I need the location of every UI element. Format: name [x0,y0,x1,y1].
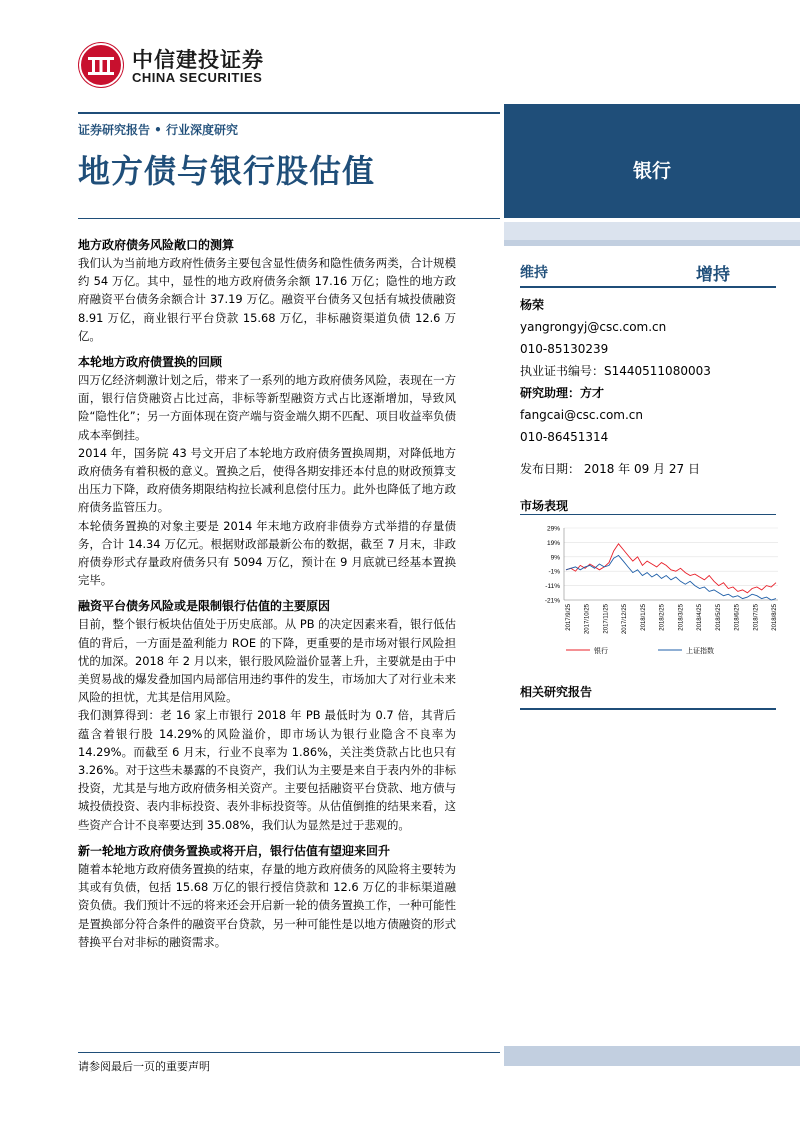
x-tick-label: 2018/2/25 [659,604,666,631]
logo-english-name: CHINA SECURITIES [132,70,263,85]
section-title: 新一轮地方政府债务置换或将开启，银行估值有望迎来回升 [78,843,391,858]
market-performance-chart [520,518,782,658]
related-divider [520,708,776,710]
section-title: 本轮地方政府债置换的回顾 [78,355,223,370]
y-tick-label: -21% [544,597,560,605]
y-tick-label: -11% [545,583,560,591]
legend-label: 上证指数 [686,647,714,655]
analyst-name: 杨荣 [520,298,545,312]
footer-divider [78,1052,500,1053]
report-summary [78,232,456,951]
title-divider [78,218,500,219]
x-tick-label: 2018/4/25 [697,604,704,631]
header-divider [78,112,500,114]
x-tick-label: 2018/3/25 [678,604,685,631]
side-strip-dark [504,240,800,246]
x-tick-label: 2017/9/25 [566,604,572,631]
x-tick-label: 2017/10/25 [584,604,591,635]
side-strip [504,222,800,240]
y-tick-label: 29% [546,525,560,533]
analyst-phone: 010-85130239 [520,342,609,356]
x-tick-label: 2018/1/25 [640,604,647,631]
logo-emblem-icon [78,42,124,88]
assistant-email[interactable]: fangcai@csc.com.cn [520,408,643,422]
market-performance-title: 市场表现 [520,499,569,513]
disclaimer-note: 请参阅最后一页的重要声明 [78,1060,210,1073]
side-bottom-strip [504,1046,800,1066]
company-logo [78,42,298,92]
rating-divider [520,286,776,288]
document-type: 证券研究报告 • 行业深度研究 [78,123,239,137]
x-tick-label: 2018/8/25 [772,604,778,631]
market-divider [520,514,776,515]
rating-row [520,262,780,286]
related-research-title: 相关研究报告 [520,685,593,699]
legend-label: 银行 [594,647,608,655]
sector-banner [504,104,800,218]
publish-date: 发布日期： 2018 年 09 月 27 日 [520,462,700,476]
series-line [566,555,776,600]
sector-name: 银行 [632,160,671,182]
section-title: 融资平台债务风险或是限制银行估值的主要原因 [78,599,331,614]
y-tick-label: 19% [546,539,560,547]
x-tick-label: 2018/7/25 [753,604,760,631]
rating-action: 维持 [520,265,548,281]
x-tick-label: 2017/11/25 [603,604,610,634]
paragraph: 本轮债务置换的对象主要是 2014 年末地方政府非债券方式举措的存量债务，合计 14.34 万亿元。根据财政部最新公布的数据，截至 7 月末，非政府债券形式存量政府债务只有 5094 万亿，预计在 9 月底就已经基本置换完毕。 [78,518,456,588]
report-title: 地方债与银行股估值 [78,152,376,190]
logo-chinese-name: 中信建投证券 [132,48,264,72]
y-tick-label: 9% [550,554,560,562]
assistant-name: 研究助理：方才 [520,386,605,400]
y-tick-label: -1% [548,568,560,576]
paragraph: 我们测算得到：老 16 家上市银行 2018 年 PB 最低时为 0.7 倍，其背后蕴含着银行股 14.29%的风险溢价，即市场认为银行业隐含不良率为 14.29%。而截至 6 月末，行业不良率为 1.86%，关注类贷款占比也只有 3.26%。对于这些未暴露的不良资产，我们认为主要是来自于表内外的非标投资，尤其是与地方政府债务相关资产。主要包括融资平台贷款、地方债与城投债投资、表内非标投资、表外非标投资等。从估值倒推的结果来看，这些资产合计不良率要达到 35.08%，我们认为显然是过于悲观的。 [78,708,456,832]
x-tick-label: 2018/6/25 [734,604,741,631]
analyst-email[interactable]: yangrongyj@csc.com.cn [520,320,667,334]
section-title: 地方政府债务风险敞口的测算 [78,238,235,252]
x-tick-label: 2017/12/25 [622,604,629,635]
assistant-phone: 010-86451314 [520,430,609,444]
x-tick-label: 2018/5/25 [715,604,722,631]
paragraph: 我们认为当前地方政府性债务主要包含显性债务和隐性债务两类，合计规模约 54 万亿。其中，显性的地方政府债务余额 17.16 万亿；隐性的地方政府融资平台债务余额合计 37.19 万亿。融资平台债务又包括有城投债融资 8.91 万亿，商业银行平台贷款 15.68 万亿，非标融资渠道负债 12.6 万亿。 [78,256,456,343]
rating-value: 增持 [696,265,730,285]
analyst-certificate: 执业证书编号：S1440511080003 [520,364,711,378]
paragraph: 2014 年，国务院 43 号文开启了本轮地方政府债务置换周期，对降低地方政府债务有着积极的意义。置换之后，使得各期安排还本付息的财政预算支出压力下降，政府债务期限结构拉长减利息偿付压力。此外也降低了地方政府债务监管压力。 [78,445,456,515]
paragraph: 随着本轮地方政府债务置换的结束，存量的地方政府债务的风险将主要转为其或有负债，包括 15.68 万亿的银行授信贷款和 12.6 万亿的非标渠道融资负债。我们预计不远的将来还会开启新一轮的债务置换工作，一种可能性是置换部分符合条件的融资平台贷款，另一种可能性是以地方债融资的形式替换平台对非标的融资需求。 [78,861,456,949]
chart-svg [520,518,782,658]
paragraph: 目前，整个银行板块估值处于历史底部。从 PB 的决定因素来看，银行低估值的背后，一方面是盈利能力 ROE 的下降，更重要的是市场对银行风险担忧的加深。2018 年 2 月以来，银行股风险溢价显著上升，主要就是由于中美贸易战的爆发叠加国内局部信用违约事件的发生，市场加大了对行业未来风险的担忧，尤其是信用风险。 [78,617,456,705]
paragraph: 四万亿经济刺激计划之后，带来了一系列的地方政府债务风险，表现在一方面，银行信贷融资占比过高，非标等新型融资方式占比逐渐增加，导致风险“隐性化”；另一方面体现在资产端与资金端久期不匹配、项目收益率负债成本率倒挂。 [78,373,456,442]
